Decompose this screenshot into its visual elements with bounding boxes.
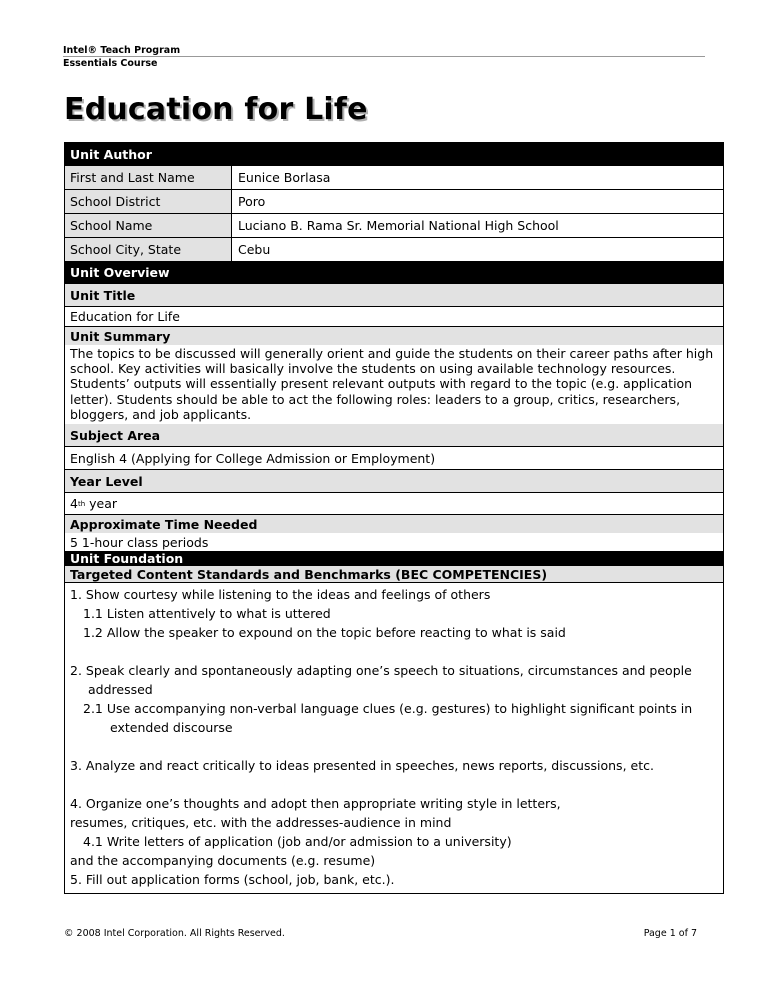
time-needed-label: Approximate Time Needed [65, 515, 723, 533]
standard-subitem-continued: extended discourse [110, 720, 233, 736]
year-level-value: 4 th year [65, 493, 723, 515]
page-title: Education for Life [64, 92, 368, 127]
standard-item: 3. Analyze and react critically to ideas presented in speeches, news reports, discussions, etc. [70, 758, 654, 774]
standard-subitem: 1.2 Allow the speaker to expound on the topic before reacting to what is said [83, 625, 566, 641]
course-name: Essentials Course [63, 58, 158, 69]
unit-overview-heading: Unit Overview [65, 261, 723, 284]
author-row-school [65, 214, 723, 238]
subject-area-label: Subject Area [65, 424, 723, 447]
standards-label: Targeted Content Standards and Benchmarks (BEC COMPETENCIES) [65, 566, 723, 583]
unit-title-value: Education for Life [65, 307, 723, 327]
school-district-value: Poro [231, 190, 723, 213]
school-district-label: School District [65, 190, 231, 213]
unit-summary-text: The topics to be discussed will generally orient and guide the students on their career paths after high school. Key activities will basically involve the students on using available technology resources. Students’ outputs will essentially present relevant outputs with regard to the topic (e.g. application letter). Students should be able to act the following roles: leaders to a group, critics, researchers, bloggers, and job applicants. [70, 346, 714, 422]
school-city-label: School City, State [65, 238, 231, 261]
page-footer [64, 928, 697, 939]
standard-item: 2. Speak clearly and spontaneously adapting one’s speech to situations, circumstances and people [70, 663, 692, 679]
standard-item: 1. Show courtesy while listening to the ideas and feelings of others [70, 587, 491, 603]
unit-foundation-heading: Unit Foundation [65, 551, 723, 566]
school-city-value: Cebu [231, 238, 723, 261]
standard-subitem: 2.1 Use accompanying non-verbal language clues (e.g. gestures) to highlight significant points in [83, 701, 693, 717]
time-needed-value: 5 1-hour class periods [65, 533, 723, 551]
standard-subitem: 4.1 Write letters of application (job and/or admission to a university) [83, 834, 512, 850]
author-row-city [65, 238, 723, 261]
year-word: year [89, 496, 118, 512]
author-row-district [65, 190, 723, 214]
unit-summary-label: Unit Summary [65, 327, 723, 345]
school-name-value: Luciano B. Rama Sr. Memorial National High School [231, 214, 723, 237]
page-number: Page 1 of 7 [643, 928, 697, 939]
program-name: Intel® Teach Program [63, 45, 181, 56]
school-name-label: School Name [65, 214, 231, 237]
author-name-value: Eunice Borlasa [231, 166, 723, 189]
unit-plan-table [64, 142, 724, 894]
standards-list [65, 583, 723, 893]
subject-area-value: English 4 (Applying for College Admission or Employment) [65, 447, 723, 470]
author-row-name [65, 166, 723, 190]
year-number: 4 [70, 496, 78, 512]
standard-item-continued: resumes, critiques, etc. with the addresses-audience in mind [70, 815, 452, 831]
standard-item: 4. Organize one’s thoughts and adopt then appropriate writing style in letters, [70, 796, 561, 812]
unit-author-heading: Unit Author [65, 143, 723, 166]
author-name-label: First and Last Name [65, 166, 231, 189]
copyright-notice: © 2008 Intel Corporation. All Rights Reserved. [64, 928, 285, 939]
standard-item-continued: addressed [88, 682, 153, 698]
unit-title-label: Unit Title [65, 284, 723, 307]
standard-item: 5. Fill out application forms (school, job, bank, etc.). [70, 872, 395, 888]
page-header [63, 44, 705, 70]
standard-item-continued: and the accompanying documents (e.g. resume) [70, 853, 376, 869]
header-rule [63, 56, 705, 57]
standard-subitem: 1.1 Listen attentively to what is uttered [83, 606, 331, 622]
year-level-label: Year Level [65, 470, 723, 493]
